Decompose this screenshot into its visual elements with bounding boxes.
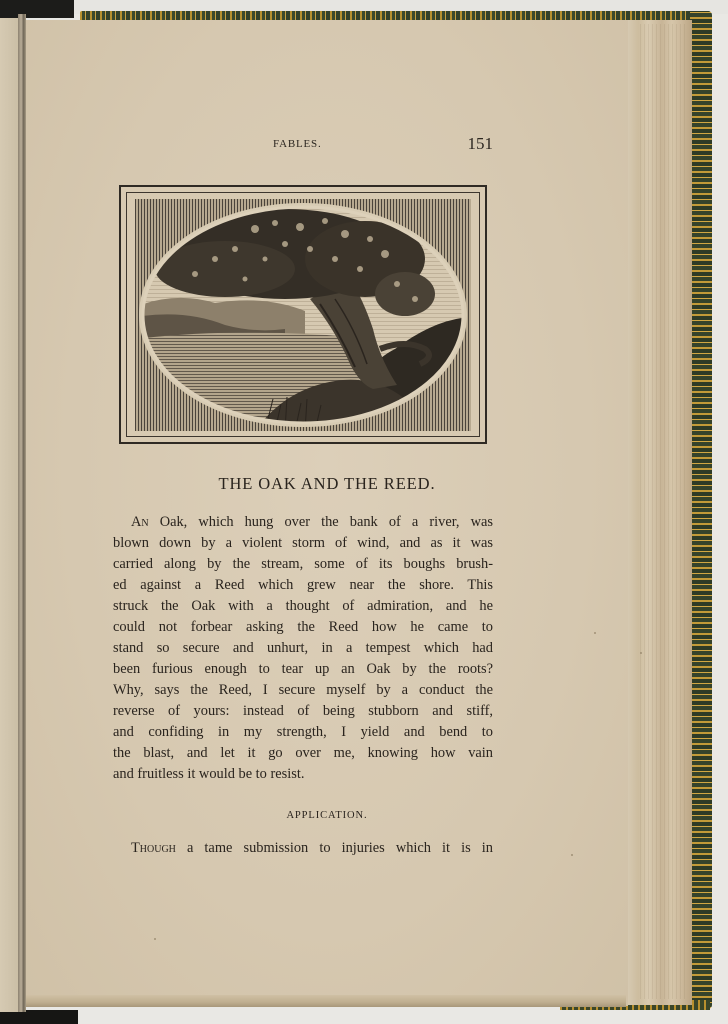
page-number: 151 — [467, 134, 493, 153]
fable-title: THE OAK AND THE REED. — [218, 474, 436, 493]
page-block-lines — [640, 24, 688, 999]
text-line: Though a tame submission to injuries which it is in — [131, 840, 493, 856]
oak-tree-engraving-icon — [135, 199, 471, 431]
running-head-title: FABLES. — [273, 138, 322, 150]
paper-speck — [154, 938, 156, 940]
text-line: been furious enough to tear up an Oak by the roots? — [113, 661, 493, 677]
application-body — [113, 838, 493, 859]
background-dark-corner — [0, 0, 74, 18]
book-page — [26, 20, 628, 1006]
text-line: struck the Oak with a thought of admiration, and he — [113, 598, 493, 614]
book-gutter — [18, 14, 26, 1012]
text-line: stand so secure and unhurt, in a tempest which had — [113, 640, 493, 656]
text-line: and fruitless it would be to resist. — [113, 766, 305, 782]
page-bottom-edge — [26, 995, 626, 1007]
text-line: carried along by the stream, some of its boughs brush- — [113, 556, 493, 572]
text-line: could not forbear asking the Reed how he came to — [113, 619, 493, 635]
illustration-frame — [119, 185, 487, 444]
paper-speck — [640, 652, 642, 654]
paper-speck — [571, 854, 573, 856]
text-line: the blast, and let it go over me, knowing how vain — [113, 745, 493, 761]
text-line: ed against a Reed which grew near the shore. This — [113, 577, 493, 593]
previous-leaf — [0, 18, 18, 1012]
text-line: and confiding in my strength, I yield and bend to — [113, 724, 493, 740]
text-line: reverse of yours: instead of being stubborn and stiff, — [113, 703, 493, 719]
text-line: An Oak, which hung over the bank of a river, was — [131, 514, 493, 530]
text-line: blown down by a violent storm of wind, and as it was — [113, 535, 493, 551]
application-heading: APPLICATION. — [286, 810, 368, 821]
gilt-cover-edge-right — [690, 11, 712, 1009]
drop-word: Though — [131, 840, 176, 856]
fable-body — [113, 512, 493, 785]
drop-word: An — [131, 514, 149, 530]
paper-speck — [594, 632, 596, 634]
background-dark-corner-bottom — [0, 1010, 78, 1024]
running-head — [273, 136, 493, 152]
text-line: Why, says the Reed, I secure myself by a conduct the — [113, 682, 493, 698]
